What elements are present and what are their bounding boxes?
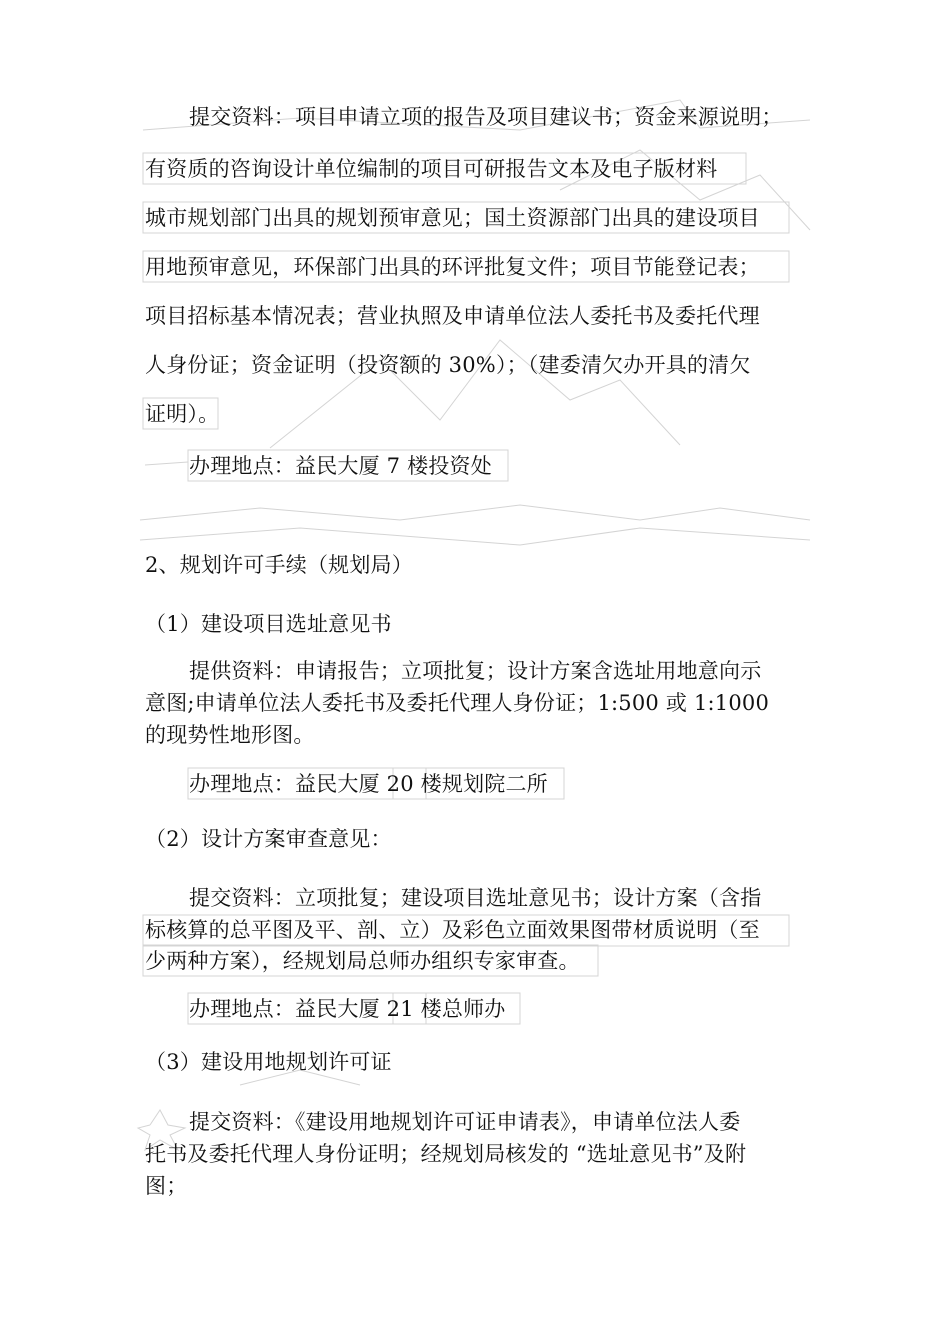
paragraph-line: 证明）。 xyxy=(145,402,220,426)
paragraph-line: 托书及委托代理人身份证明；经规划局核发的 “选址意见书”及附 xyxy=(145,1142,747,1166)
subsection-heading: （2）设计方案审查意见： xyxy=(145,827,392,851)
paragraph-line: 提交资料：项目申请立项的报告及项目建议书；资金来源说明； xyxy=(189,105,783,129)
paragraph-line: 意图;申请单位法人委托书及委托代理人身份证；1:500 或 1:1000 xyxy=(145,691,770,715)
zigzag-decoration xyxy=(145,462,188,465)
paragraph-line: 提供资料：申请报告；立项批复；设计方案含选址用地意向示 xyxy=(189,659,762,683)
zigzag-decoration xyxy=(140,505,810,520)
paragraph-line: 有资质的咨询设计单位编制的项目可研报告文本及电子版材料 xyxy=(145,157,718,181)
paragraph-line: 提交资料：立项批复；建设项目选址意见书；设计方案（含指 xyxy=(189,886,762,910)
paragraph-line: 图； xyxy=(145,1174,188,1198)
paragraph-line: 人身份证；资金证明（投资额的 30%）；（建委清欠办开具的清欠 xyxy=(145,353,751,377)
subsection-heading: （3）建设用地规划许可证 xyxy=(145,1050,392,1074)
address-line: 办理地点：益民大厦 7 楼投资处 xyxy=(189,454,492,478)
paragraph-line: 用地预审意见，环保部门出具的环评批复文件；项目节能登记表； xyxy=(145,255,760,279)
paragraph-line: 标核算的总平图及平、剖、立）及彩色立面效果图带材质说明（至 xyxy=(145,918,760,942)
section-heading: 2、规划许可手续（规划局） xyxy=(145,553,413,577)
address-line: 办理地点：益民大厦 20 楼规划院二所 xyxy=(189,772,548,796)
paragraph-line: 城市规划部门出具的规划预审意见；国土资源部门出具的建设项目 xyxy=(145,206,760,230)
paragraph-line: 提交资料：《建设用地规划许可证申请表》，申请单位法人委 xyxy=(189,1110,741,1134)
zigzag-decoration xyxy=(140,528,810,545)
address-line: 办理地点：益民大厦 21 楼总师办 xyxy=(189,997,506,1021)
subsection-heading: （1）建设项目选址意见书 xyxy=(145,612,392,636)
paragraph-line: 少两种方案），经规划局总师办组织专家审查。 xyxy=(145,949,580,973)
paragraph-line: 项目招标基本情况表；营业执照及申请单位法人委托书及委托代理 xyxy=(145,304,760,328)
paragraph-line: 的现势性地形图。 xyxy=(145,723,315,747)
